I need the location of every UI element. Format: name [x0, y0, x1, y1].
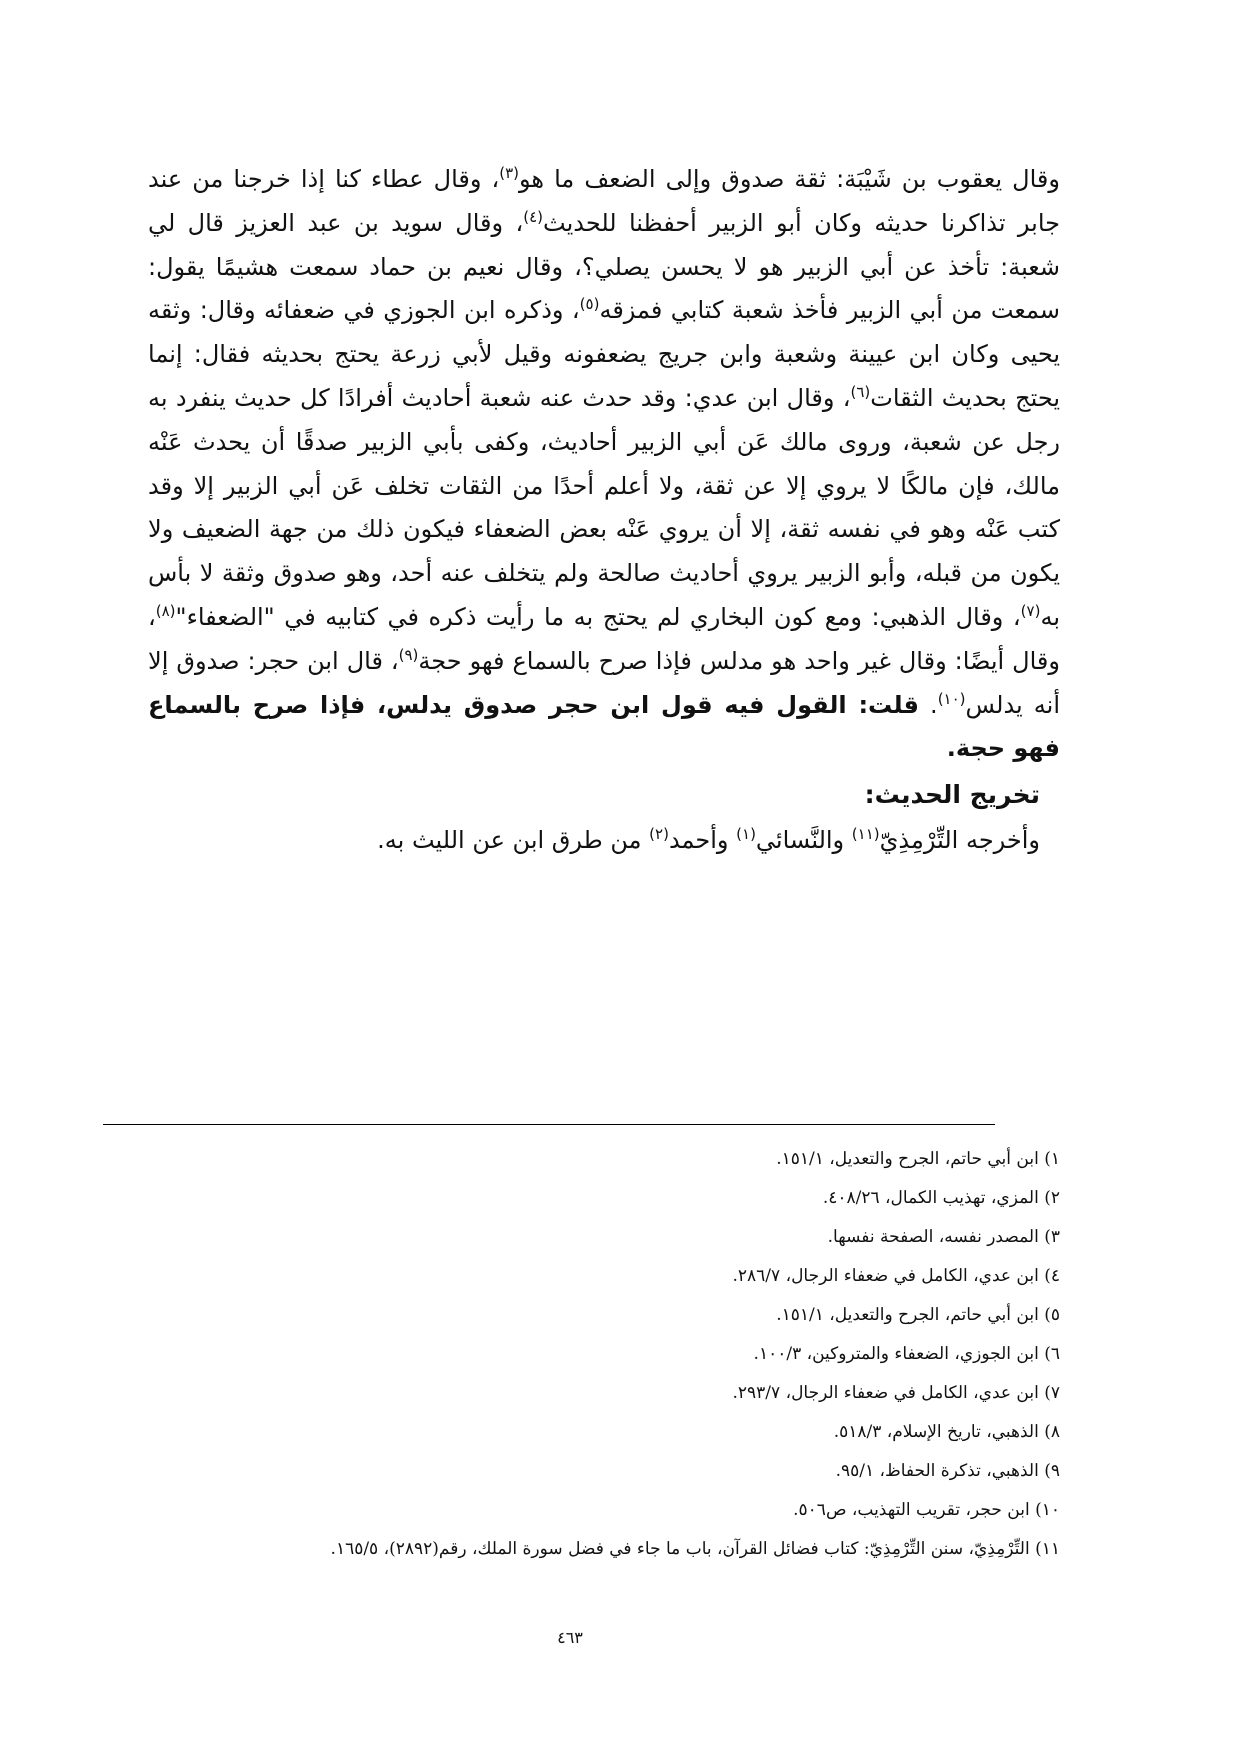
text-run: ، وقال أيضًا: وقال غير واحد هو مدلس فإذا صرح بالسماع فهو حجة: [148, 602, 1060, 675]
biography-paragraph: [148, 158, 1060, 771]
author-conclusion: قلت: القول فيه قول ابن حجر صدوق يدلس، فإذا صرح بالسماع فهو حجة.: [148, 690, 1060, 763]
footnote-8: ٨) الذهبي، تاريخ الإسلام، ٥١٨/٣.: [833, 1422, 1060, 1442]
footnote-9: ٩) الذهبي، تذكرة الحفاظ، ٩٥/١.: [835, 1461, 1060, 1481]
page-number: ٤٦٣: [557, 1628, 583, 1647]
footnote-ref-8: (٨): [155, 601, 176, 620]
text-run: ، وقال الذهبي: ومع كون البخاري لم يحتج به ما رأيت ذكره في كتابيه في "الضعفاء": [175, 602, 1021, 631]
footnote-7: ٧) ابن عدي، الكامل في ضعفاء الرجال، ٢٩٣/٧.: [732, 1383, 1060, 1403]
footnote-ref-10: (١٠): [937, 689, 966, 708]
footnote-11: ١١) التِّرْمِذِيّ، سنن التِّرْمِذِيّ: كتاب فضائل القرآن، باب ما جاء في فضل سورة الملك، رقم(٢٨٩٢)، ١٦٥/٥.: [330, 1539, 1060, 1559]
footnote-ref-9: (٩): [398, 645, 419, 664]
footnote-ref-7: (٧): [1020, 601, 1041, 620]
footnote-ref-11: (١١): [851, 825, 880, 844]
text-run: ، قال ابن حجر: صدوق إلا أنه يدلس: [148, 646, 1061, 719]
footnote-5: ٥) ابن أبي حاتم، الجرح والتعديل، ١٥١/١.: [776, 1305, 1060, 1325]
text-run: ، وقال ابن عدي: وقد حدث عنه شعبة أحاديث أفرادًا كل حديث ينفرد به رجل عن شعبة، وروى مالك عَن أبي الزبير أحاديث، وكفى بأبي الزبير صدقًا أن يحدث عَنْه مالك، فإن مالكًا لا يروي إلا عن ثقة، ولا أعلم أحدًا من الثقات تخلف عَن أبي الزبير إلا وقد كتب عَنْه وهو في نفسه ثقة، إلا أن يروي عَنْه بعض الضعفاء فيكون ذلك من جهة الضعيف ولا يكون من قبله، وأبو الزبير يروي أحاديث صالحة ولم يتخلف عنه أحد، وهو صدوق وثقة لا بأس به: [148, 383, 1060, 631]
text-run: ، وقال عطاء كنا إذا خرجنا من عند جابر تذاكرنا حديثه وكان أبو الزبير أحفظنا للحديث: [148, 165, 1060, 237]
footnote-1: ١) ابن أبي حاتم، الجرح والتعديل، ١٥١/١.: [776, 1149, 1060, 1169]
footnote-ref-4: (٤): [523, 207, 544, 226]
footnote-ref-1: (١): [736, 825, 756, 844]
footnote-ref-5: (٥): [579, 295, 600, 314]
text-run: .: [918, 690, 938, 719]
footnote-4: ٤) ابن عدي، الكامل في ضعفاء الرجال، ٢٨٦/٧.: [732, 1266, 1060, 1286]
footnotes: [100, 1140, 1060, 1569]
footnote-ref-3: (٣): [499, 164, 520, 182]
footnote-separator: [103, 1124, 995, 1125]
footnote-3: ٣) المصدر نفسه، الصفحة نفسها.: [827, 1227, 1060, 1247]
text-run: والنَّسائي: [755, 826, 852, 855]
text-run: ، وقال سويد بن عبد العزيز قال لي شعبة: تأخذ عن أبي الزبير هو لا يحسن يصلي؟، وقال نعيم بن حماد سمعت هشيمًا يقول: سمعت من أبي الزبير فأخذ شعبة كتابي فمزقه: [148, 208, 1060, 325]
main-text: [148, 158, 1060, 863]
footnote-2: ٢) المزي، تهذيب الكمال، ٤٠٨/٢٦.: [822, 1188, 1060, 1208]
text-run: وأحمد: [668, 826, 737, 855]
text-run: من طرق ابن عن الليث به.: [377, 826, 650, 855]
takhrij-paragraph: [148, 819, 1060, 863]
footnote-10: ١٠) ابن حجر، تقريب التهذيب، ص٥٠٦.: [793, 1500, 1060, 1520]
text-run: وأخرجه التِّرْمِذِيّ: [879, 826, 1040, 855]
text-run: ، وذكره ابن الجوزي في ضعفائه وقال: وثقه يحيى وكان ابن عيينة وشعبة وابن جريج يضعفونه وقيل لأبي زرعة يحتج بحديثه فقال: إنما يحتج بحديث الثقات: [148, 296, 1060, 412]
text-run: وقال يعقوب بن شَيْبَة: ثقة صدوق وإلى الضعف ما هو: [519, 165, 1060, 193]
section-heading: تخريج الحديث:: [864, 780, 1040, 810]
footnote-ref-6: (٦): [850, 382, 871, 401]
footnote-ref-2: (٢): [649, 825, 669, 844]
footnote-6: ٦) ابن الجوزي، الضعفاء والمتروكين، ١٠٠/٣.: [753, 1344, 1060, 1364]
